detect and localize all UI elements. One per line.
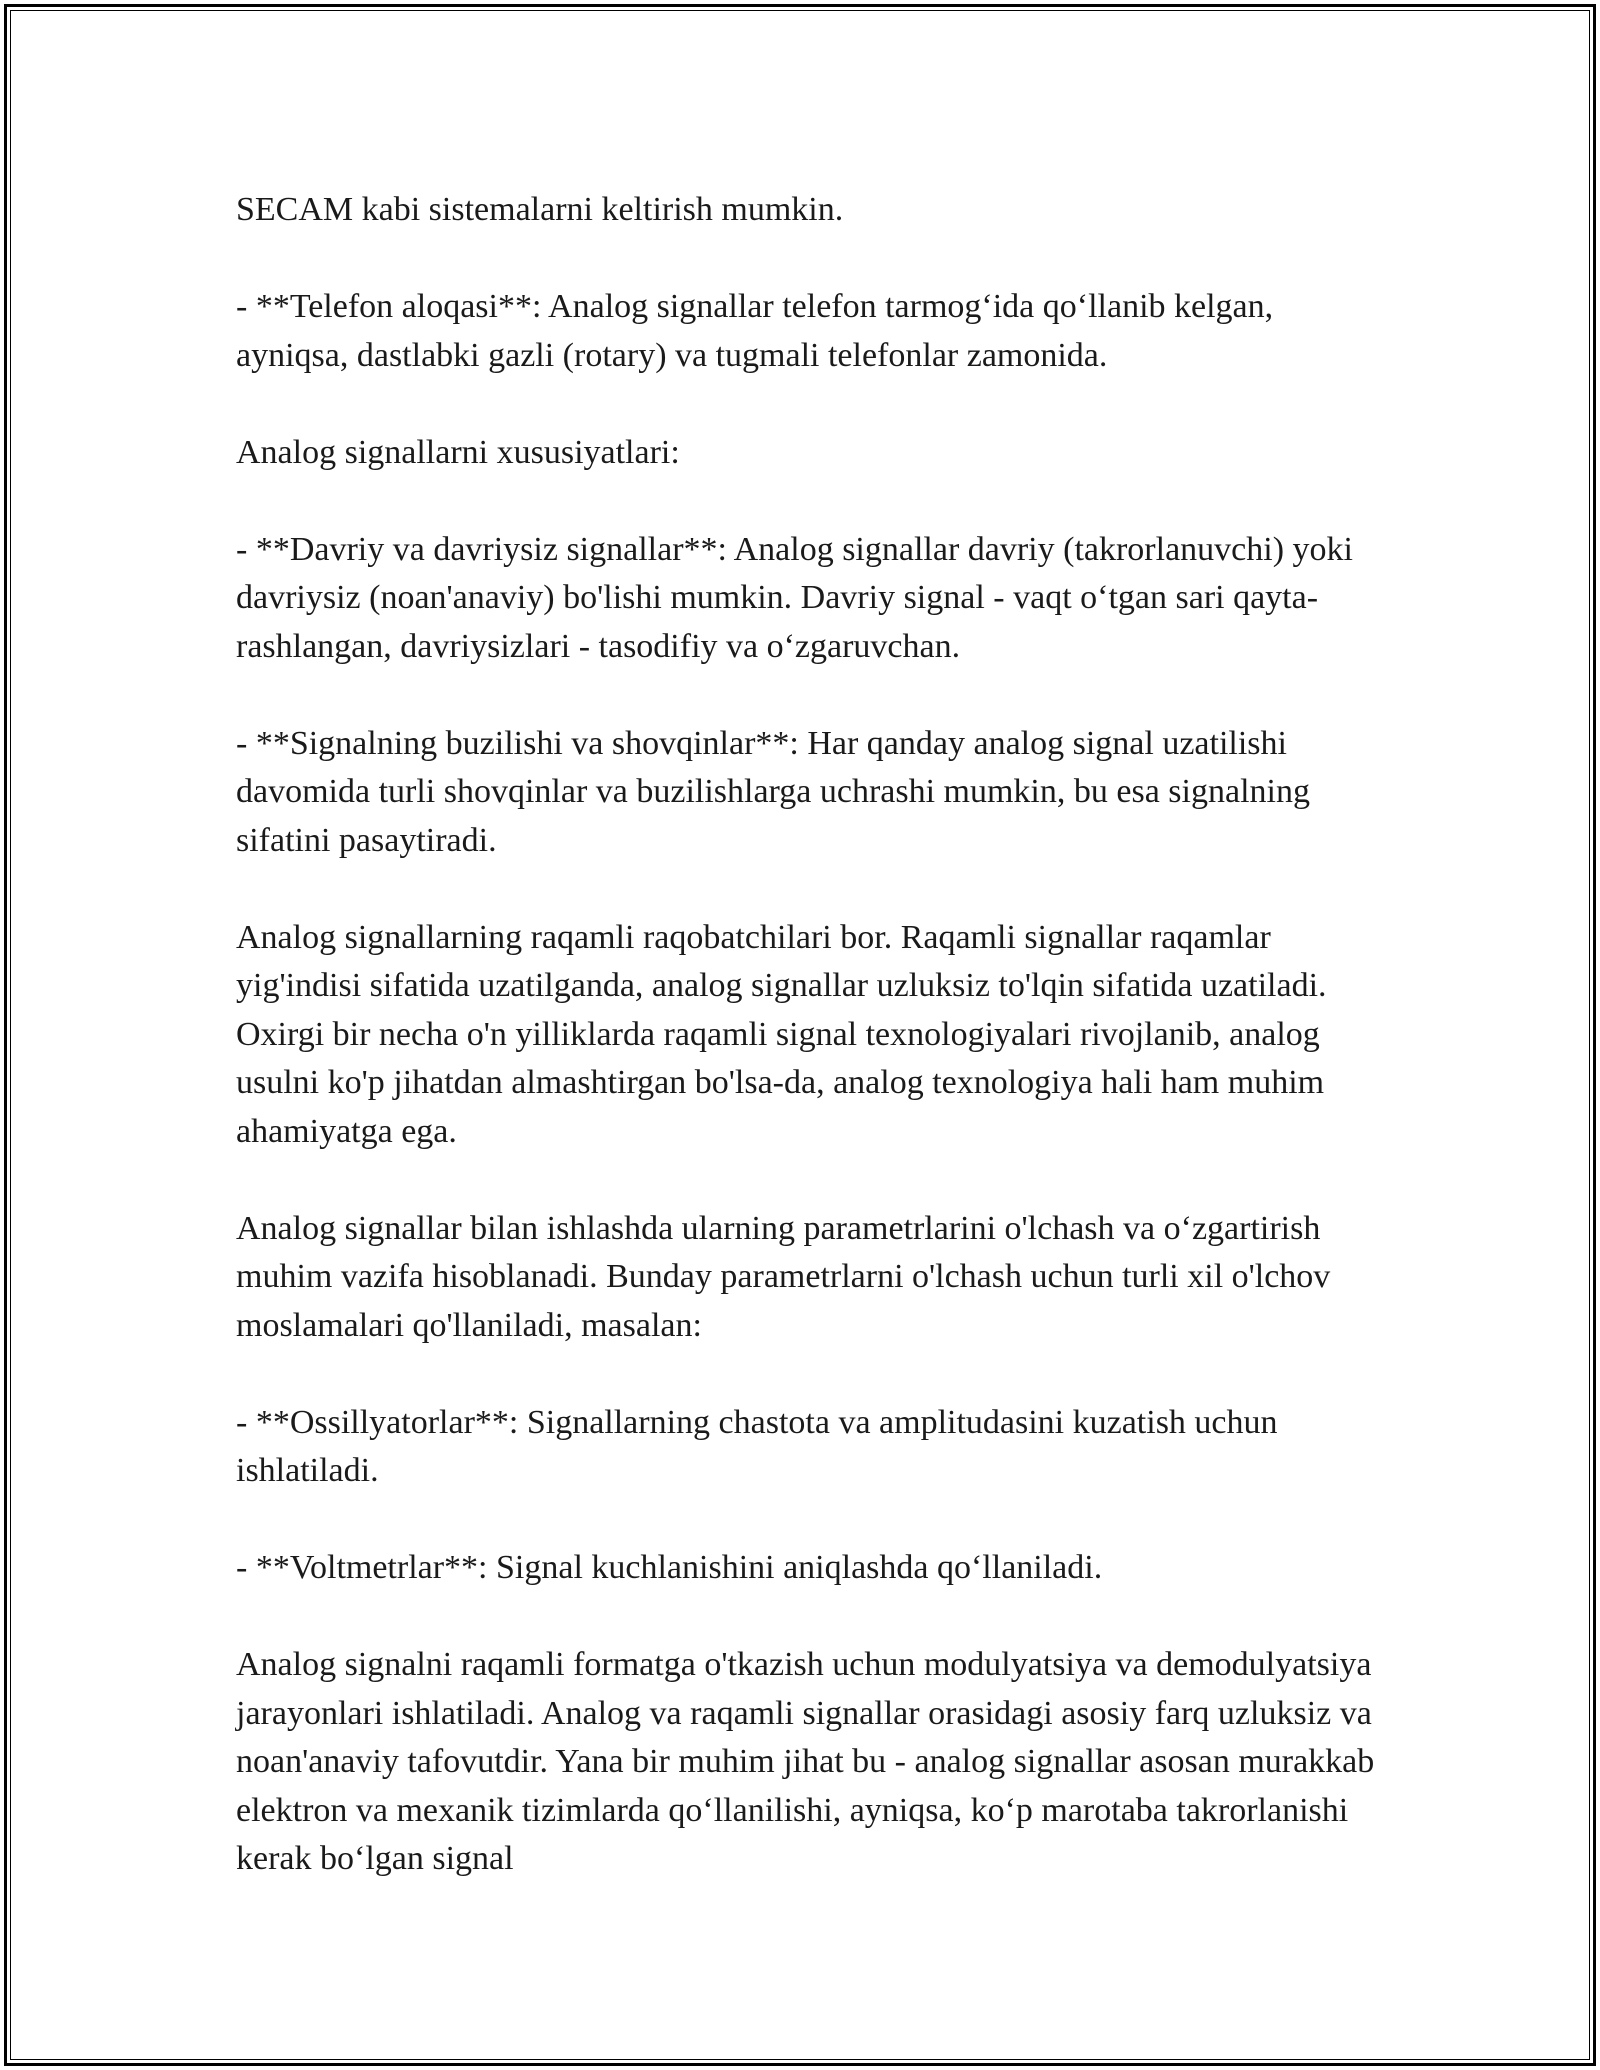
paragraph-secam: SECAM kabi sistemalarni keltirish mumkin. xyxy=(236,191,844,228)
paragraph-modulyatsiya: Analog signalni raqamli formatga o'tkazish uchun modulyatsiya va demodulyatsiya jarayonlari ishlatiladi. Analog va raqamli signallar orasidagi asosiy farq uzluksiz va noan'anaviy tafovutdir. Yana bir muhim jihat bu - analog signallar asosan murakkab elektron va mexanik tizimlarda qo‘llanilishi, ayniqsa, ko‘p marotaba takrorlanishi kerak bo‘lgan signal xyxy=(236,1646,1375,1877)
paragraph-voltmetrlar: - **Voltmetrlar**: Signal kuchlanishini aniqlashda qo‘llaniladi. xyxy=(236,1549,1103,1586)
paragraph-xususiyatlari-heading: Analog signallarni xususiyatlari: xyxy=(236,433,680,471)
paragraph-ossillyatorlar: - **Ossillyatorlar**: Signallarning chastota va amplitudasini kuzatish uchun ishlatiladi. xyxy=(236,1403,1278,1489)
paragraph-raqamli-raqobatchilar: Analog signallarning raqamli raqobatchilari bor. Raqamli signallar raqamlar yig'indisi sifatida uzatilganda, analog signallar uzluksiz to'lqin sifatida uzatiladi. Oxirgi bir necha o'n yilliklarda raqamli signal texnologiyalari rivojlanib, analog usulni ko'p jihatdan almashtirgan bo'lsa-da, analog texnologiya hali ham muhim ahamiyatga ega. xyxy=(236,918,1327,1150)
paragraph-davriy-signallar: - **Davriy va davriysiz signallar**: Analog signallar davriy (takrorlanuvchi) yoki davriysiz (noan'anaviy) bo'lishi mumkin. Davriy signal - vaqt o‘tgan sari qayta-rashlangan, davriysizlari - tasodifiy va o‘zgaruvchan. xyxy=(236,530,1353,665)
document-body xyxy=(236,186,1386,1884)
paragraph-signal-buzilishi: - **Signalning buzilishi va shovqinlar**: Har qanday analog signal uzatilishi davomida turli shovqinlar va buzilishlarga uchrashi mumkin, bu esa signalning sifatini pasaytiradi. xyxy=(236,724,1310,859)
paragraph-parametrlar-olchash: Analog signallar bilan ishlashda ularning parametrlarini o'lchash va o‘zgartirish muhim vazifa hisoblanadi. Bunday parametrlarni o'lchash uchun turli xil o'lchov moslamalari qo'llaniladi, masalan: xyxy=(236,1209,1331,1344)
paragraph-telefon-aloqasi: - **Telefon aloqasi**: Analog signallar telefon tarmog‘ida qo‘llanib kelgan, ayniqsa, dastlabki gazli (rotary) va tugmali telefonlar zamonida. xyxy=(236,288,1274,374)
